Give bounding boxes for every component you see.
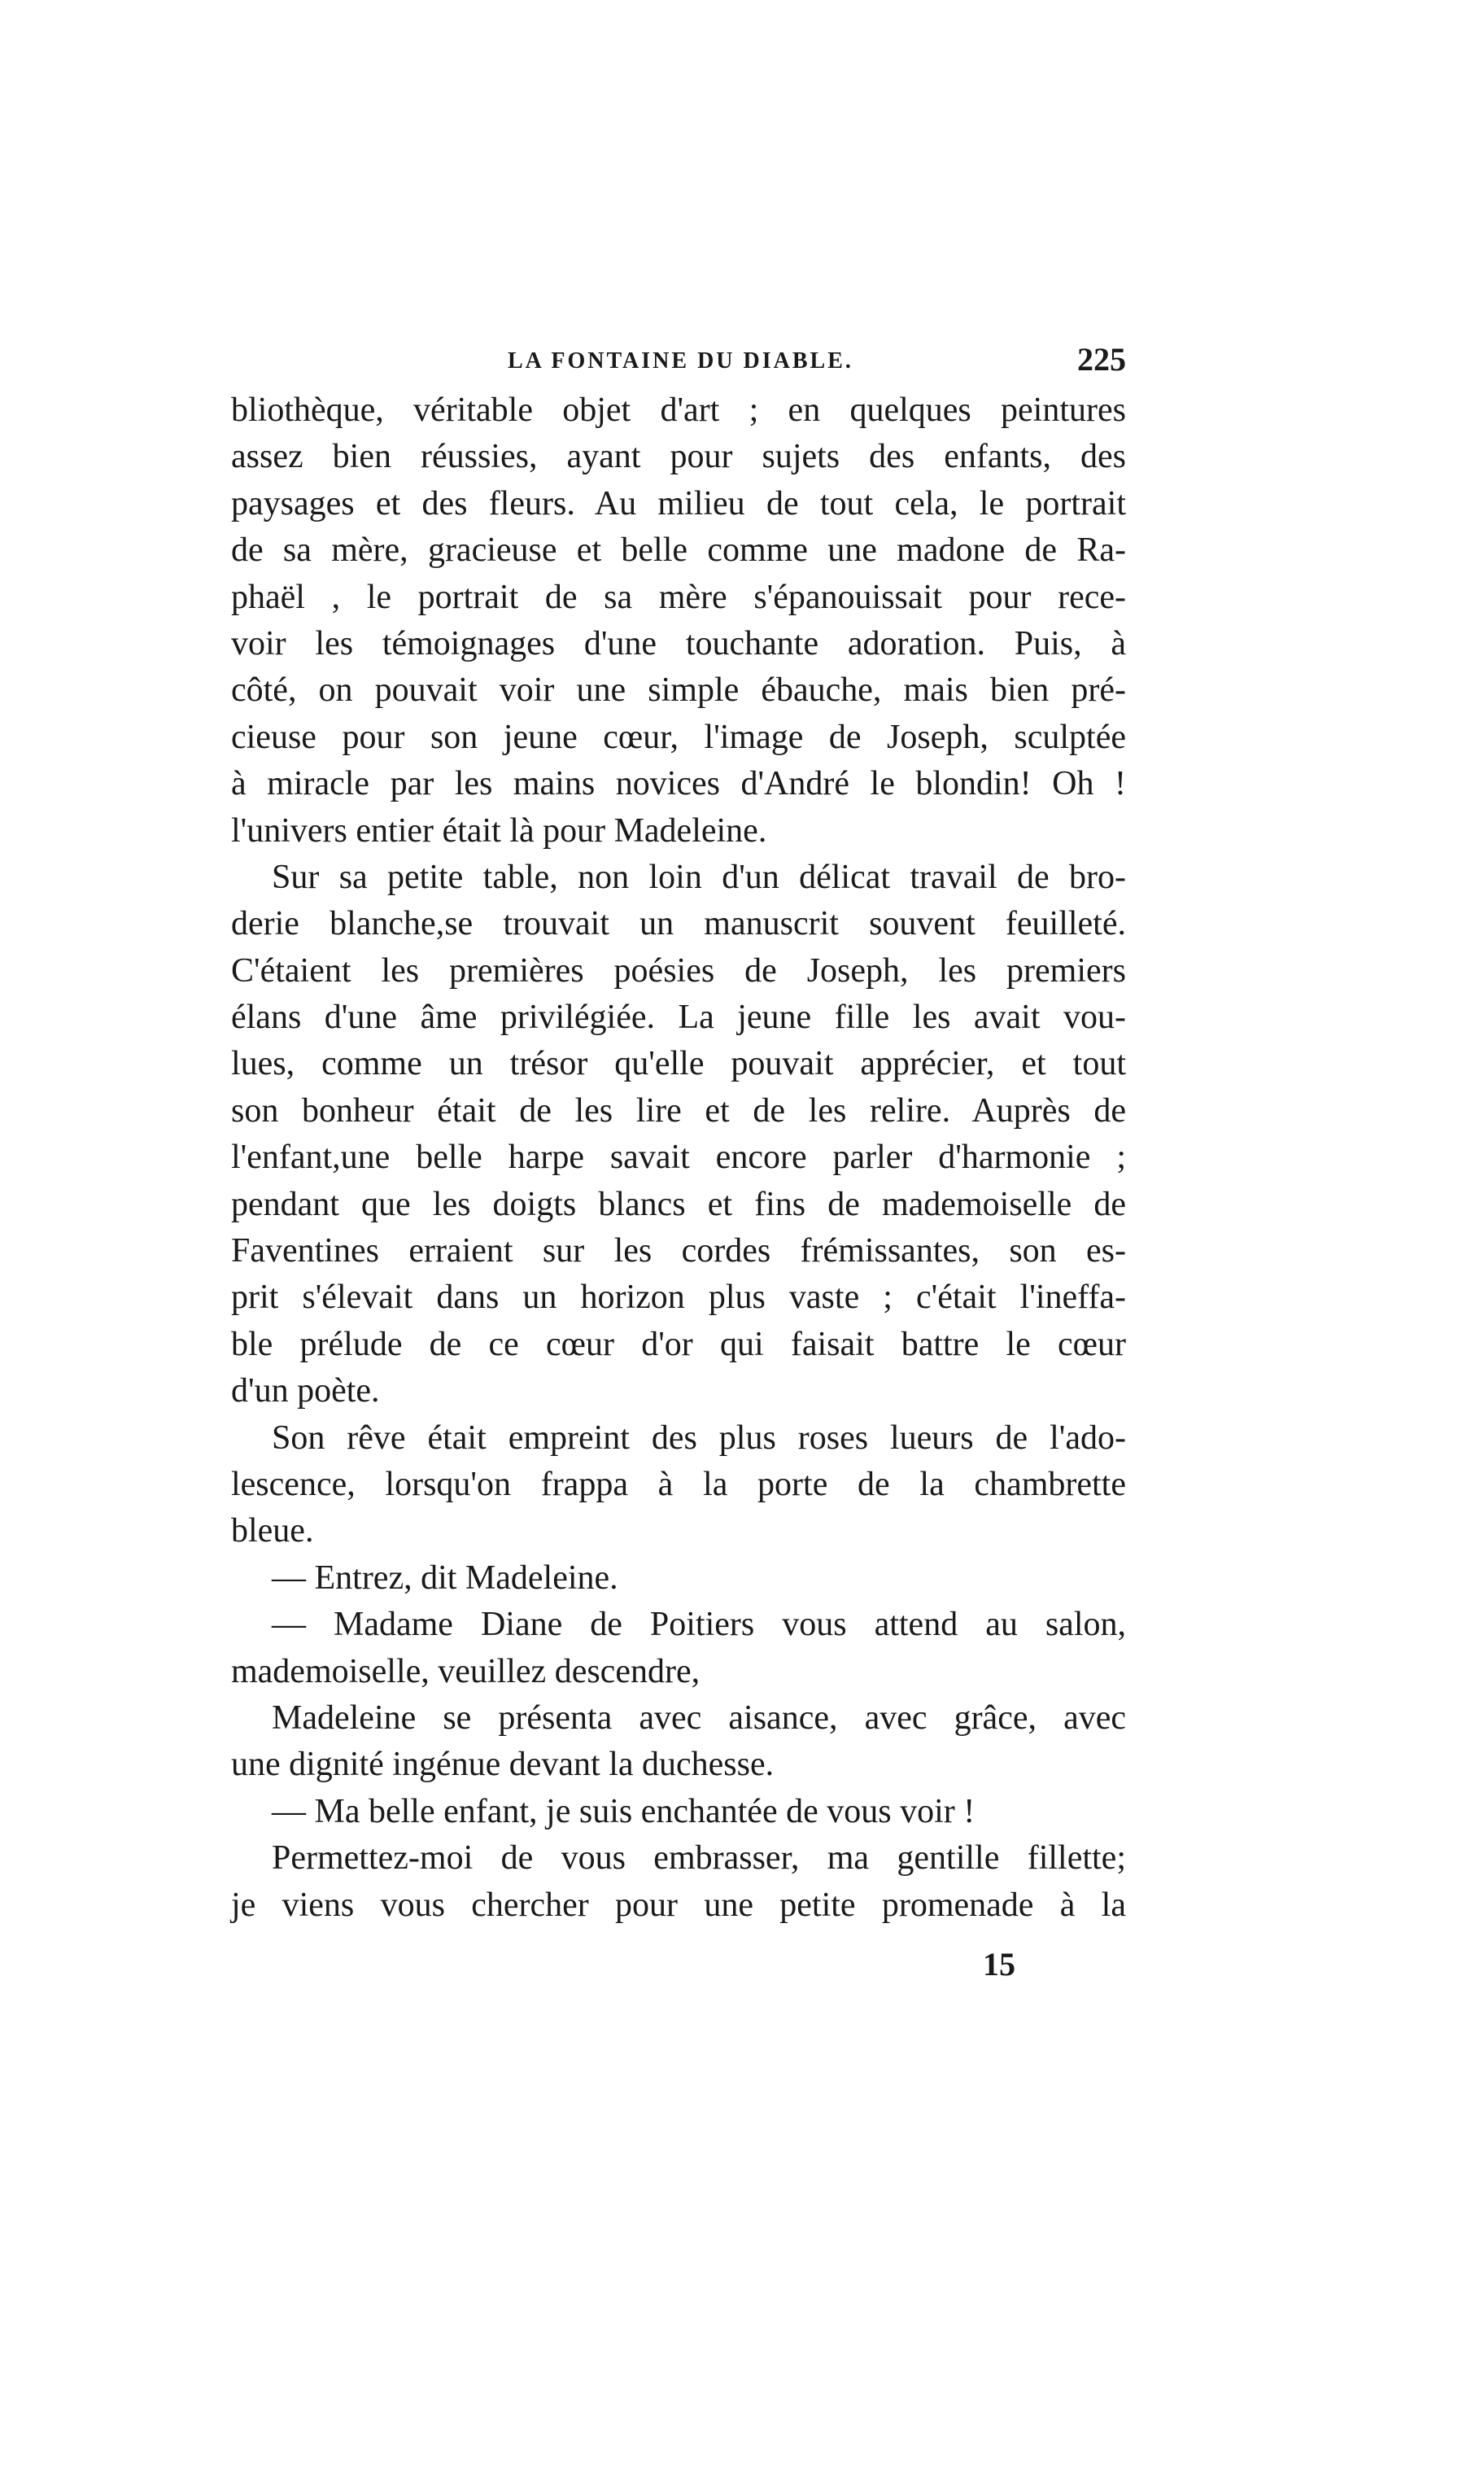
text-line: — Entrez, dit Madeleine. [272,1559,618,1597]
text-line: bleue. [231,1512,314,1550]
text-line: à miracle par les mains novices d'André le blondin! Oh ! [231,765,1126,803]
text-line: bliothèque, véritable objet d'art ; en quelques peintures [231,391,1126,429]
text-line: C'étaient les premières poésies de Joseph, les premiers [231,951,1126,990]
text-line: assez bien réussies, ayant pour sujets des enfants, des [231,438,1126,476]
running-head [231,340,1126,389]
text-line: pendant que les doigts blancs et fins de mademoiselle de [231,1185,1126,1223]
text-line: — Ma belle enfant, je suis enchantée de vous voir ! [272,1792,976,1830]
page-number: 225 [1077,341,1126,378]
text-line: Son rêve était empreint des plus roses lueurs de l'ado- [272,1419,1126,1457]
text-line: — Madame Diane de Poitiers vous attend au salon, [272,1606,1126,1644]
text-line: derie blanche,se trouvait un manuscrit souvent feuilleté. [231,905,1126,943]
text-line: lues, comme un trésor qu'elle pouvait apprécier, et tout [231,1045,1126,1083]
text-line: prit s'élevait dans un horizon plus vaste ; c'était l'ineffa- [231,1279,1126,1317]
text-line: phaël , le portrait de sa mère s'épanouissait pour rece- [231,578,1126,616]
text-line: Faventines erraient sur les cordes frémissantes, son es- [231,1232,1126,1270]
text-line: Madeleine se présenta avec aisance, avec grâce, avec [272,1698,1126,1737]
text-line: côté, on pouvait voir une simple ébauche, mais bien pré- [231,671,1126,710]
body-text [231,387,1126,1929]
text-line: cieuse pour son jeune cœur, l'image de Joseph, sculptée [231,718,1126,756]
text-line: lescence, lorsqu'on frappa à la porte de la chambrette [231,1465,1126,1503]
text-line: voir les témoignages d'une touchante adoration. Puis, à [231,624,1126,662]
text-line: d'un poète. [231,1372,380,1410]
text-line: son bonheur était de les lire et de les relire. Auprès de [231,1091,1126,1130]
text-line: Permettez-moi de vous embrasser, ma gentille fillette; [272,1839,1126,1878]
text-line: l'enfant,une belle harpe savait encore parler d'harmonie ; [231,1139,1126,1177]
text-line: de sa mère, gracieuse et belle comme une madone de Ra- [231,531,1126,570]
text-line: paysages et des fleurs. Au milieu de tout cela, le portrait [231,484,1126,522]
signature-mark: 15 [983,1946,1015,1983]
text-line: Sur sa petite table, non loin d'un délicat travail de bro- [272,858,1126,896]
text-line: une dignité ingénue devant la duchesse. [231,1746,775,1784]
text-line: élans d'une âme privilégiée. La jeune fille les avait vou- [231,999,1126,1037]
text-line: mademoiselle, veuillez descendre, [231,1652,701,1690]
running-title: LA FONTAINE DU DIABLE. [508,348,853,374]
text-line: ble prélude de ce cœur d'or qui faisait battre le cœur [231,1325,1126,1363]
text-line: je viens vous chercher pour une petite promenade à la [231,1886,1126,1924]
text-line: l'univers entier était là pour Madeleine. [231,811,767,850]
